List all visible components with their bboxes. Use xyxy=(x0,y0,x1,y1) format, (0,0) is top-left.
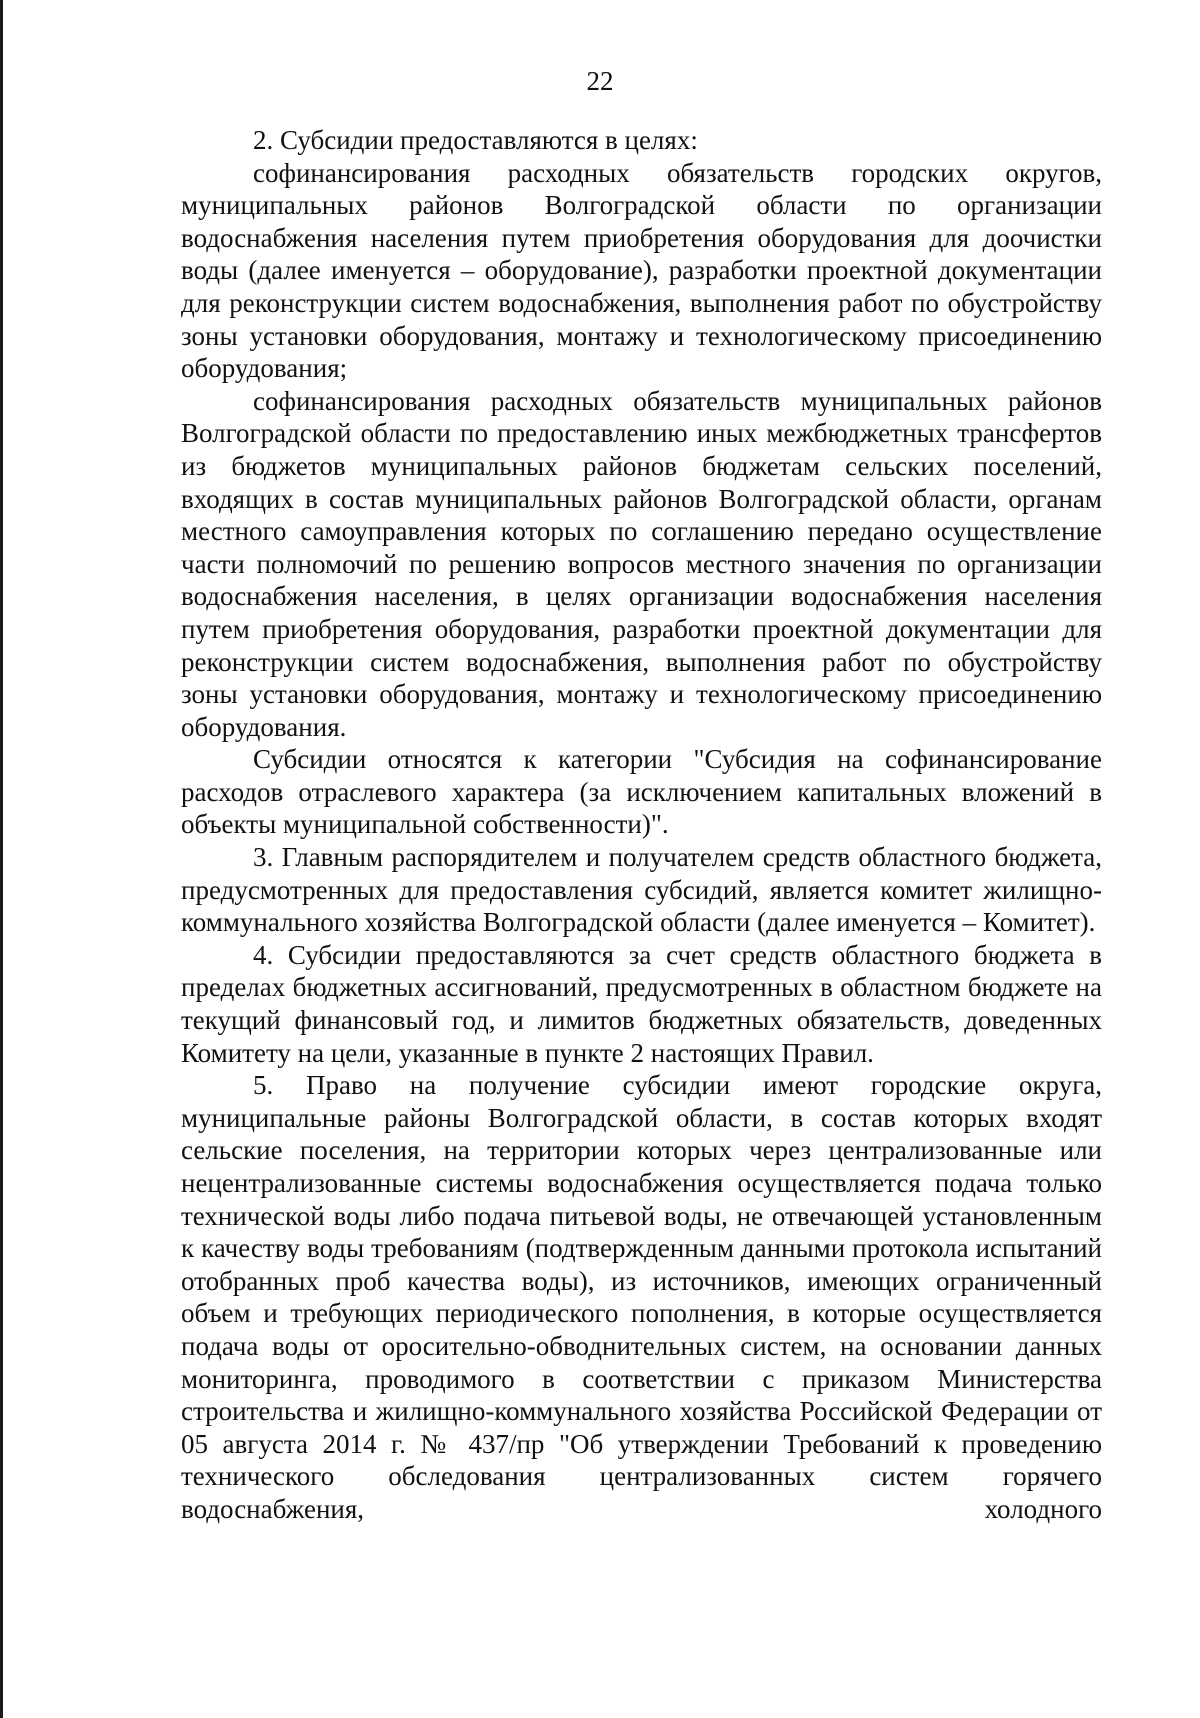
paragraph-2-purpose-2: софинансирования расходных обязательств муниципальных районов Волгоградской области по предоставлению иных межбюджетных трансфертов из бюджетов муниципальных районов бюджетам сельских поселений, входящих в состав муниципальных районов Волгоградской области, органам местного самоуправления которых по соглашению передано осуществление части полномочий по решению вопросов местного значения по организации водоснабжения населения, в целях организации водоснабжения населения путем приобретения оборудования, разработки проектной документации для реконструкции систем водоснабжения, выполнения работ по обустройству зоны установки оборудования, монтажу и технологическому присоединению оборудования. xyxy=(181,385,1102,742)
document-body xyxy=(181,124,1102,1526)
paragraph-4: 4. Субсидии предоставляются за счет средств областного бюджета в пределах бюджетных ассигнований, предусмотренных в областном бюджете на текущий финансовый год, и лимитов бюджетных обязательств, доведенных Комитету на цели, указанные в пункте 2 настоящих Правил. xyxy=(181,939,1102,1068)
scan-edge-line xyxy=(0,0,3,1718)
paragraph-3: 3. Главным распорядителем и получателем средств областного бюджета, предусмотренных для предоставления субсидий, является комитет жилищно-коммунального хозяйства Волгоградской области (далее именуется – Комитет). xyxy=(181,842,1102,938)
paragraph-2-intro: 2. Субсидии предоставляются в целях: xyxy=(253,125,698,155)
paragraph-subsidy-category: Субсидии относятся к категории "Субсидия на софинансирование расходов отраслевого характера (за исключением капитальных вложений в объекты муниципальной собственности)". xyxy=(181,744,1102,840)
page-number: 22 xyxy=(586,66,614,96)
paragraph-2-purpose-1: софинансирования расходных обязательств городских округов, муниципальных районов Волгоградской области по организации водоснабжения населения путем приобретения оборудования для доочистки воды (далее именуется – оборудование), разработки проектной документации для реконструкции систем водоснабжения, выполнения работ по обустройству зоны установки оборудования, монтажу и технологическому присоединению оборудования; xyxy=(181,157,1102,384)
paragraph-5: 5. Право на получение субсидии имеют городские округа, муниципальные районы Волгоградской области, в состав которых входят сельские поселения, на территории которых через централизованные или нецентрализованные системы водоснабжения осуществляется подача только технической воды либо подача питьевой воды, не отвечающей установленным к качеству воды требованиям (подтвержденным данными протокола испытаний отобранных проб качества воды), из источников, имеющих ограниченный объем и требующих периодического пополнения, в которые осуществляется подача воды от оросительно-обводнительных систем, на основании данных мониторинга, проводимого в соответствии с приказом Министерства строительства и жилищно-коммунального хозяйства Российской Федерации от 05 августа 2014 г. № 437/пр "Об утверждении Требований к проведению технического обследования централизованных систем горячего водоснабжения, холодного xyxy=(181,1070,1102,1524)
